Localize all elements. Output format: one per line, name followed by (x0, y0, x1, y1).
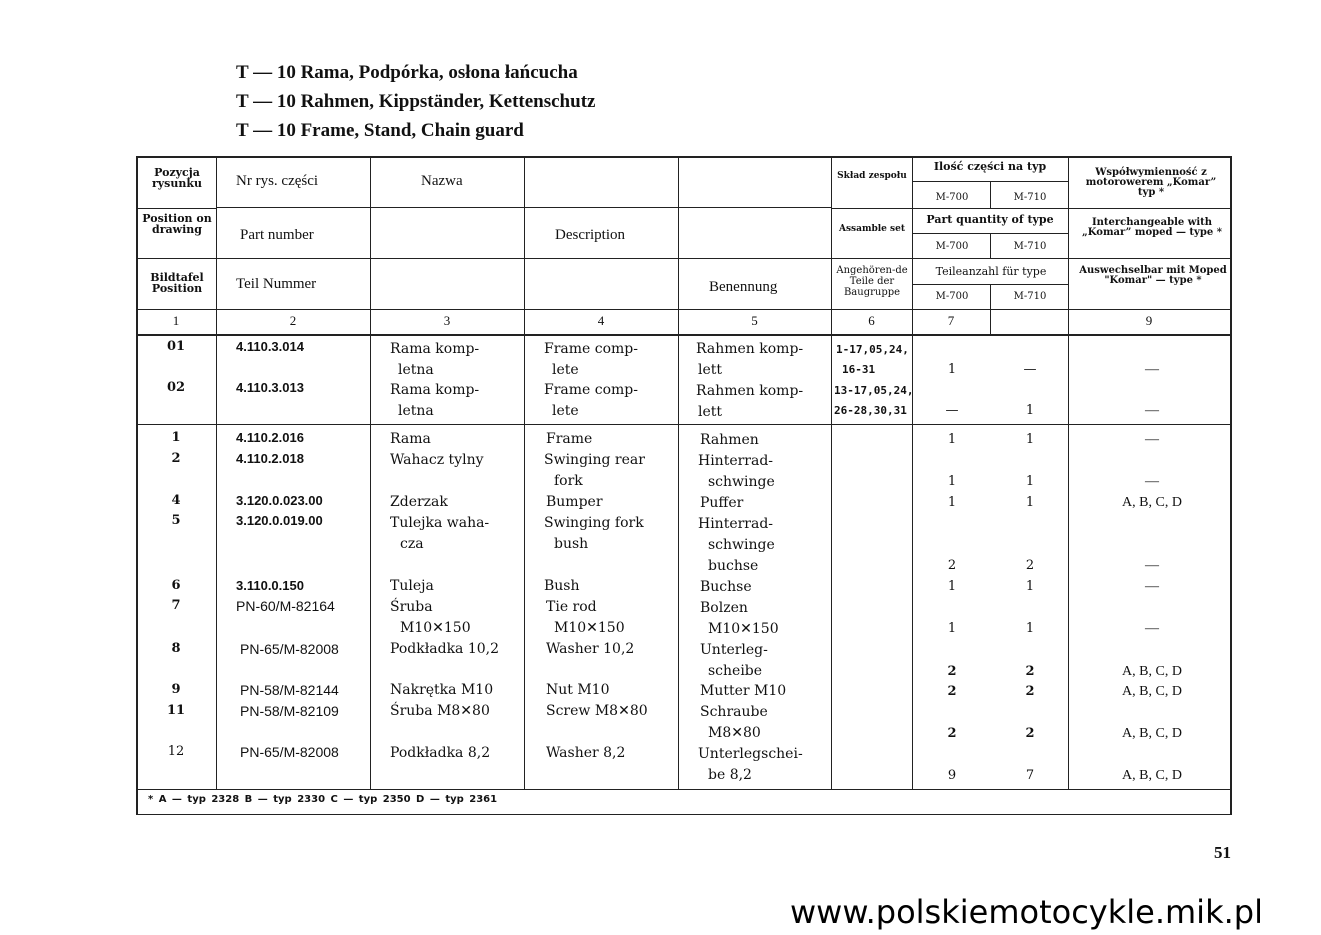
row-6-name-pl: Tuleja (390, 578, 434, 594)
row-4-name-pl: Zderzak (390, 494, 448, 510)
row-6-name-en: Bush (544, 578, 580, 594)
row-01-position: 01 (166, 339, 186, 354)
row-6-name-de: Buchse (700, 579, 752, 595)
row-8-name-de: Unterleg- scheibe (700, 642, 768, 679)
column-number-9: 9 (1145, 313, 1153, 328)
header-m710-de: M-710 (1013, 291, 1047, 302)
row-7-name-pl: Śruba M10✕150 (390, 599, 471, 636)
row-8-part-number: PN-65/M-82008 (240, 641, 339, 657)
row-01-name-de: Rahmen komp- lett (696, 341, 804, 378)
row-9-qty-m710: 2 (1025, 684, 1035, 699)
row-1-name-en: Frame (546, 431, 593, 447)
row-02-set: 13-17,05,24, 26-28,30,31 (834, 384, 914, 417)
row-1-interchange: — (1145, 432, 1159, 447)
header-position-pl: Pozycja rysunku (152, 166, 202, 190)
row-7-qty-m710: 1 (1025, 621, 1035, 636)
row-6-interchange: — (1145, 579, 1159, 594)
row-4-qty-m700: 1 (947, 495, 957, 510)
header-qty-pl: Ilość części na typ (933, 160, 1047, 173)
header-m710-en: M-710 (1013, 241, 1047, 252)
row-01-set: 1-17,05,24, 16-31 (836, 343, 909, 376)
header-part-number-en: Part number (240, 227, 314, 243)
header-position-de: Bildtafel Position (150, 271, 204, 295)
row-6-position: 6 (171, 578, 181, 593)
row-9-part-number: PN-58/M-82144 (240, 682, 339, 698)
row-12-name-pl: Podkładka 8,2 (390, 745, 491, 761)
column-number-6: 6 (868, 313, 875, 328)
column-number-7: 7 (947, 313, 955, 328)
header-set-de: Angehören-de Teile der Baugruppe (836, 265, 908, 298)
row-2-name-pl: Wahacz tylny (390, 452, 484, 468)
row-5-qty-m710: 2 (1025, 558, 1035, 573)
header-name-pl: Nazwa (421, 173, 463, 189)
row-9-name-pl: Nakrętka M10 (390, 682, 494, 698)
row-9-name-de: Mutter M10 (700, 683, 787, 699)
row-01-name-pl: Rama komp- letna (390, 341, 480, 378)
row-12-position: 12 (167, 744, 185, 759)
row-02-interchange: — (1145, 403, 1159, 418)
row-02-name-de: Rahmen komp- lett (696, 383, 804, 420)
column-number-1: 1 (172, 313, 180, 328)
header-position-en: Position on drawing (142, 212, 212, 236)
row-12-part-number: PN-65/M-82008 (240, 744, 339, 760)
row-8-interchange: A, B, C, D (1122, 664, 1182, 679)
row-12-name-de: Unterlegschei- be 8,2 (698, 746, 803, 783)
row-8-position: 8 (171, 641, 181, 656)
row-6-part-number: 3.110.0.150 (236, 578, 304, 593)
row-5-name-de: Hinterrad- schwinge buchse (698, 516, 775, 574)
title-english: T — 10 Frame, Stand, Chain guard (236, 120, 524, 141)
row-1-name-pl: Rama (390, 431, 431, 447)
row-2-interchange: — (1145, 474, 1159, 489)
row-01-interchange: — (1145, 362, 1159, 377)
row-7-qty-m700: 1 (947, 621, 957, 636)
row-02-position: 02 (166, 380, 186, 395)
header-interchange-de: Auswechselbar mit Moped "Komar" — type * (1079, 265, 1227, 286)
row-7-interchange: — (1145, 621, 1159, 636)
row-1-qty-m710: 1 (1025, 432, 1035, 447)
row-6-qty-m710: 1 (1025, 579, 1035, 594)
header-interchange-pl: Współwymienność z motorowerem „Komar” typ * (1085, 167, 1217, 198)
row-1-qty-m700: 1 (947, 432, 957, 447)
row-7-name-de: Bolzen M10✕150 (700, 600, 779, 637)
column-number-5: 5 (751, 313, 758, 328)
row-02-name-en: Frame comp- lete (544, 382, 639, 419)
title-german: T — 10 Rahmen, Kippständer, Kettenschutz (236, 91, 596, 112)
row-9-position: 9 (171, 682, 181, 697)
row-5-interchange: — (1145, 558, 1159, 573)
header-qty-de: Teileanzahl für type (935, 265, 1047, 278)
row-4-interchange: A, B, C, D (1122, 495, 1182, 510)
row-9-qty-m700: 2 (947, 684, 957, 699)
header-name-en: Description (555, 227, 625, 243)
row-01-qty-m700: 1 (947, 362, 957, 377)
header-m700-pl: M-700 (935, 192, 969, 203)
row-2-name-de: Hinterrad- schwinge (698, 453, 775, 490)
row-4-part-number: 3.120.0.023.00 (236, 493, 323, 508)
row-1-name-de: Rahmen (700, 432, 759, 448)
row-2-qty-m710: 1 (1025, 474, 1035, 489)
row-8-name-pl: Podkładka 10,2 (390, 641, 500, 657)
row-9-name-en: Nut M10 (546, 682, 610, 698)
row-7-part-number: PN-60/M-82164 (236, 598, 335, 614)
row-11-part-number: PN-58/M-82109 (240, 703, 339, 719)
header-part-number-pl: Nr rys. części (236, 173, 319, 189)
row-02-qty-m700: — (945, 403, 959, 418)
row-11-position: 11 (166, 703, 186, 718)
header-m710-pl: M-710 (1013, 192, 1047, 203)
row-8-qty-m700: 2 (947, 664, 957, 679)
row-2-name-en: Swinging rear fork (544, 452, 645, 489)
row-7-name-en: Tie rod M10✕150 (546, 599, 625, 636)
row-11-interchange: A, B, C, D (1122, 726, 1182, 741)
row-1-position: 1 (171, 430, 181, 445)
row-7-position: 7 (171, 598, 181, 613)
header-qty-en: Part quantity of type (926, 213, 1054, 226)
row-8-qty-m710: 2 (1025, 664, 1035, 679)
row-11-name-en: Screw M8✕80 (546, 703, 648, 719)
row-02-qty-m710: 1 (1025, 403, 1035, 418)
row-8-name-en: Washer 10,2 (546, 641, 635, 657)
page-number: 51 (1214, 843, 1231, 862)
row-4-position: 4 (171, 493, 181, 508)
header-m700-de: M-700 (935, 291, 969, 302)
title-polish: T — 10 Rama, Podpórka, osłona łańcucha (236, 62, 578, 83)
row-11-name-pl: Śruba M8✕80 (390, 703, 490, 719)
row-5-name-en: Swinging fork bush (544, 515, 644, 552)
row-01-part-number: 4.110.3.014 (236, 339, 304, 354)
row-6-qty-m700: 1 (947, 579, 957, 594)
row-12-name-en: Washer 8,2 (546, 745, 626, 761)
website-watermark: www.polskiemotocykle.mik.pl (790, 893, 1263, 931)
row-1-part-number: 4.110.2.016 (236, 430, 304, 445)
row-4-qty-m710: 1 (1025, 495, 1035, 510)
row-02-part-number: 4.110.3.013 (236, 380, 304, 395)
header-part-number-de: Teil Nummer (236, 276, 317, 292)
row-01-qty-m710: — (1023, 362, 1037, 377)
row-11-qty-m710: 2 (1025, 726, 1035, 741)
column-number-2: 2 (289, 313, 297, 328)
header-m700-en: M-700 (935, 241, 969, 252)
type-footnote: * A — typ 2328 B — typ 2330 C — typ 2350 D — typ 2361 (148, 794, 498, 805)
column-number-3: 3 (443, 313, 451, 328)
row-2-qty-m700: 1 (947, 474, 957, 489)
row-12-qty-m710: 7 (1025, 768, 1035, 783)
row-2-position: 2 (171, 451, 181, 466)
header-name-de: Benennung (709, 279, 778, 295)
column-number-4: 4 (597, 313, 605, 328)
header-set-en: Assamble set (839, 224, 905, 234)
row-5-name-pl: Tulejka waha- cza (390, 515, 490, 552)
row-5-part-number: 3.120.0.019.00 (236, 513, 323, 528)
row-12-qty-m700: 9 (947, 768, 957, 783)
row-11-qty-m700: 2 (947, 726, 957, 741)
header-set-pl: Skład zespołu (837, 171, 907, 181)
row-11-name-de: Schraube M8✕80 (700, 704, 768, 741)
row-02-name-pl: Rama komp- letna (390, 382, 480, 419)
row-5-position: 5 (171, 513, 181, 528)
row-01-name-en: Frame comp- lete (544, 341, 639, 378)
row-4-name-en: Bumper (546, 494, 603, 510)
row-4-name-de: Puffer (700, 495, 744, 511)
row-9-interchange: A, B, C, D (1122, 684, 1182, 699)
row-2-part-number: 4.110.2.018 (236, 451, 304, 466)
header-interchange-en: Interchangeable with „Komar” moped — type * (1082, 217, 1222, 238)
row-12-interchange: A, B, C, D (1122, 768, 1182, 783)
row-5-qty-m700: 2 (947, 558, 957, 573)
